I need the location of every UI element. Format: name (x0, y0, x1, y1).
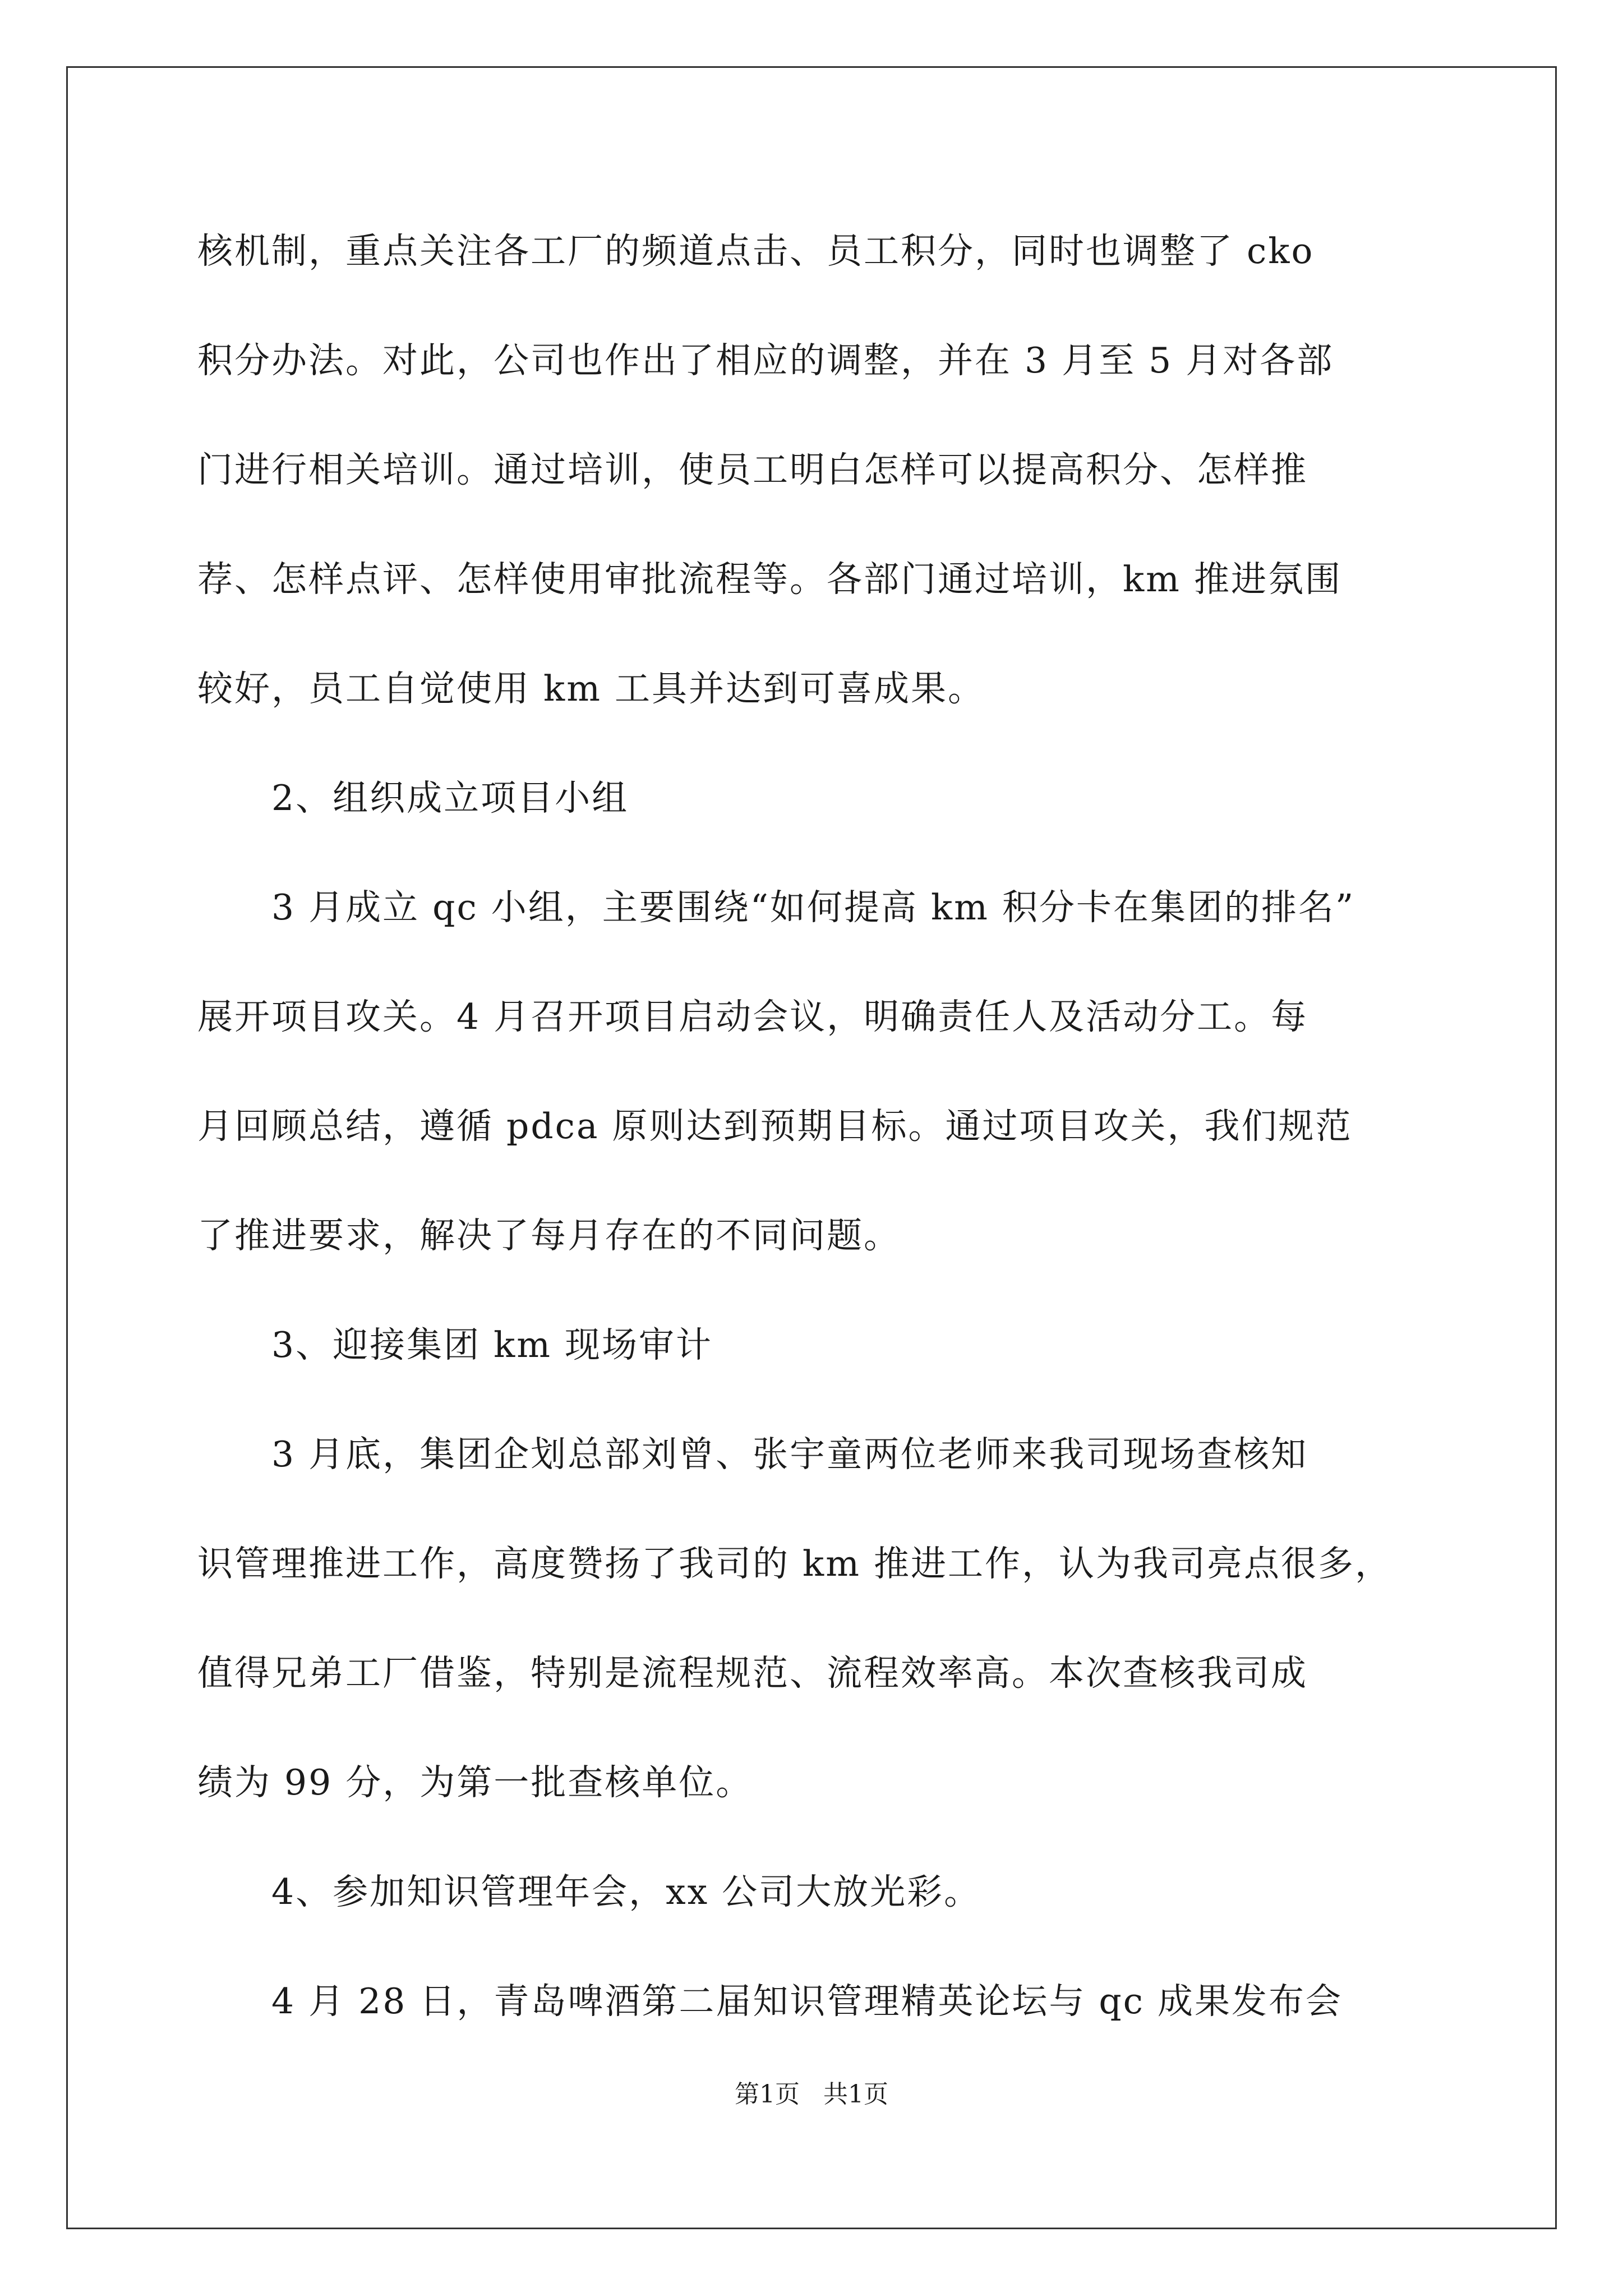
text-line: 荐、怎样点评、怎样使用审批流程等。各部门通过培训，km 推进氛围 (197, 559, 1342, 600)
text-line: 积分办法。对此，公司也作出了相应的调整，并在 3 月至 5 月对各部 (197, 340, 1334, 381)
page-footer (0, 2078, 1623, 2111)
text-line: 3 月成立 qc 小组，主要围绕“如何提高 km 积分卡在集团的排名” (197, 887, 1355, 928)
text-line: 4 月 28 日，青岛啤酒第二届知识管理精英论坛与 qc 成果发布会 (197, 1981, 1343, 2022)
text-line: 识管理推进工作，高度赞扬了我司的 km 推进工作，认为我司亮点很多， (197, 1543, 1392, 1584)
section-heading: 2、组织成立项目小组 (197, 777, 629, 818)
text-line: 较好，员工自觉使用 km 工具并达到可喜成果。 (197, 668, 985, 709)
text-line: 核机制，重点关注各工厂的频道点击、员工积分，同时也调整了 cko (197, 231, 1315, 272)
section-heading: 4、参加知识管理年会，xx 公司大放光彩。 (197, 1871, 981, 1912)
document-body (197, 223, 1431, 2083)
text-line: 3 月底，集团企划总部刘曾、张宇童两位老师来我司现场查核知 (197, 1434, 1308, 1475)
text-line: 了推进要求，解决了每月存在的不同问题。 (197, 1215, 901, 1256)
text-line: 月回顾总结，遵循 pdca 原则达到预期目标。通过项目攻关，我们规范 (197, 1106, 1353, 1147)
page-total: 共1页 (823, 2080, 888, 2109)
text-line: 值得兄弟工厂借鉴，特别是流程规范、流程效率高。本次查核我司成 (197, 1653, 1308, 1694)
text-line: 门进行相关培训。通过培训，使员工明白怎样可以提高积分、怎样推 (197, 449, 1308, 490)
text-line: 绩为 99 分，为第一批查核单位。 (197, 1762, 753, 1803)
section-heading: 3、迎接集团 km 现场审计 (197, 1324, 713, 1365)
page-number: 第1页 (735, 2080, 800, 2109)
text-line: 展开项目攻关。4 月召开项目启动会议，明确责任人及活动分工。每 (197, 996, 1308, 1037)
